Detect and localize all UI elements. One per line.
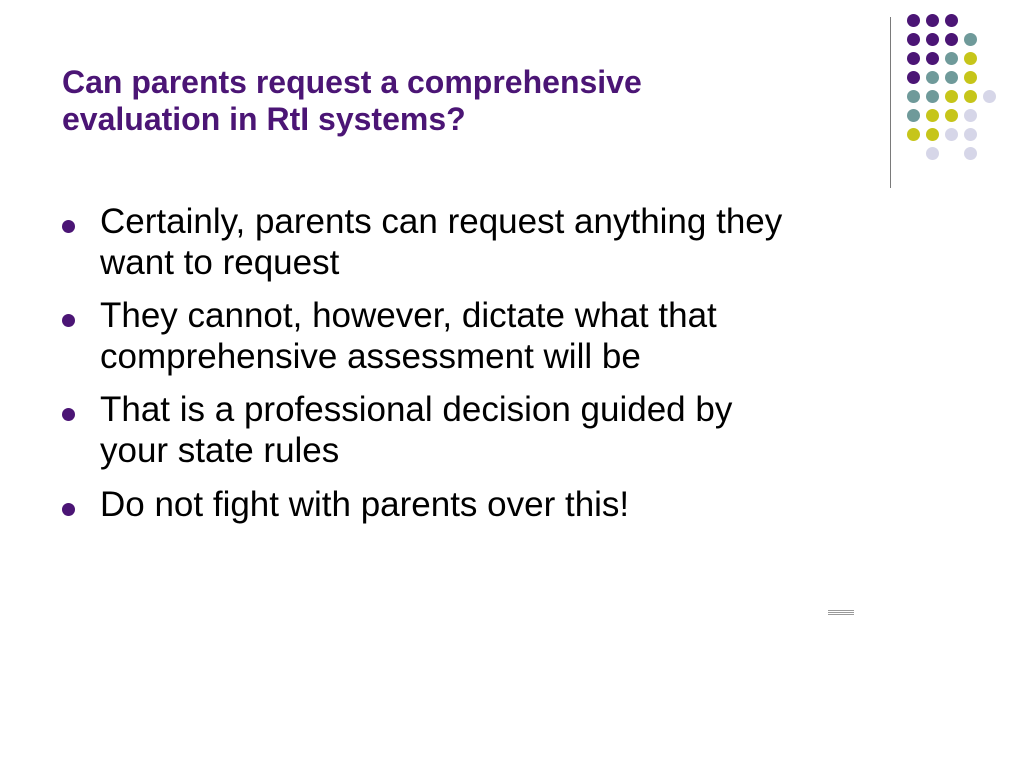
bullet-text-line: Certainly, parents can request anything they: [100, 202, 783, 241]
decorative-dot: [945, 128, 958, 141]
decorative-dot: [907, 52, 920, 65]
decorative-dot: [945, 14, 958, 27]
decorative-dot: [907, 109, 920, 122]
decorative-dot: [964, 52, 977, 65]
title-divider: [890, 17, 891, 188]
decorative-dot: [945, 90, 958, 103]
bullet-item: [62, 485, 962, 526]
bullet-text-line: want to request: [100, 242, 340, 282]
decorative-dot: [926, 90, 939, 103]
decorative-dot: [964, 109, 977, 122]
bullet-text-line: your state rules: [100, 430, 340, 470]
decorative-dot: [907, 33, 920, 46]
decorative-dot: [926, 14, 939, 27]
decorative-dot: [945, 33, 958, 46]
decorative-dot: [945, 71, 958, 84]
decorative-dot: [964, 90, 977, 103]
bullet-text-line: That is a professional decision guided by: [100, 390, 733, 430]
bullet-item: [62, 202, 962, 283]
decorative-dot: [983, 90, 996, 103]
decorative-dot: [907, 128, 920, 141]
decorative-dot: [964, 147, 977, 160]
bullet-list: [62, 202, 962, 538]
decorative-dot-grid: [907, 14, 1007, 164]
decorative-dot: [926, 147, 939, 160]
decorative-dot: [907, 90, 920, 103]
decorative-dot: [964, 71, 977, 84]
decorative-dot: [926, 128, 939, 141]
decorative-dot: [907, 14, 920, 27]
thumbnail-line: [828, 612, 854, 613]
bullet-marker-icon: [62, 220, 75, 233]
thumbnail-line: [828, 610, 854, 611]
bullet-text-line: They cannot, however, dictate what that: [100, 296, 717, 336]
decorative-dot: [964, 128, 977, 141]
thumbnail-line: [828, 614, 854, 615]
decorative-dot: [964, 33, 977, 46]
decorative-dot: [907, 71, 920, 84]
decorative-dot: [926, 52, 939, 65]
decorative-dot: [945, 52, 958, 65]
decorative-dot: [926, 71, 939, 84]
decorative-dot: [945, 109, 958, 122]
decorative-dot: [926, 33, 939, 46]
bullet-item: [62, 390, 962, 471]
bullet-marker-icon: [62, 408, 75, 421]
slide-title-line: Can parents request a comprehensive: [62, 64, 642, 100]
bullet-text-line: comprehensive assessment will be: [100, 336, 641, 376]
bullet-text-line: Do not fight with parents over this!: [100, 484, 630, 524]
slide-title: [62, 64, 842, 138]
bullet-marker-icon: [62, 503, 75, 516]
bullet-item: [62, 296, 962, 377]
decorative-dot: [926, 109, 939, 122]
slide-title-line: evaluation in RtI systems?: [62, 101, 466, 138]
bullet-marker-icon: [62, 314, 75, 327]
tiny-embedded-thumbnail: [828, 609, 854, 616]
